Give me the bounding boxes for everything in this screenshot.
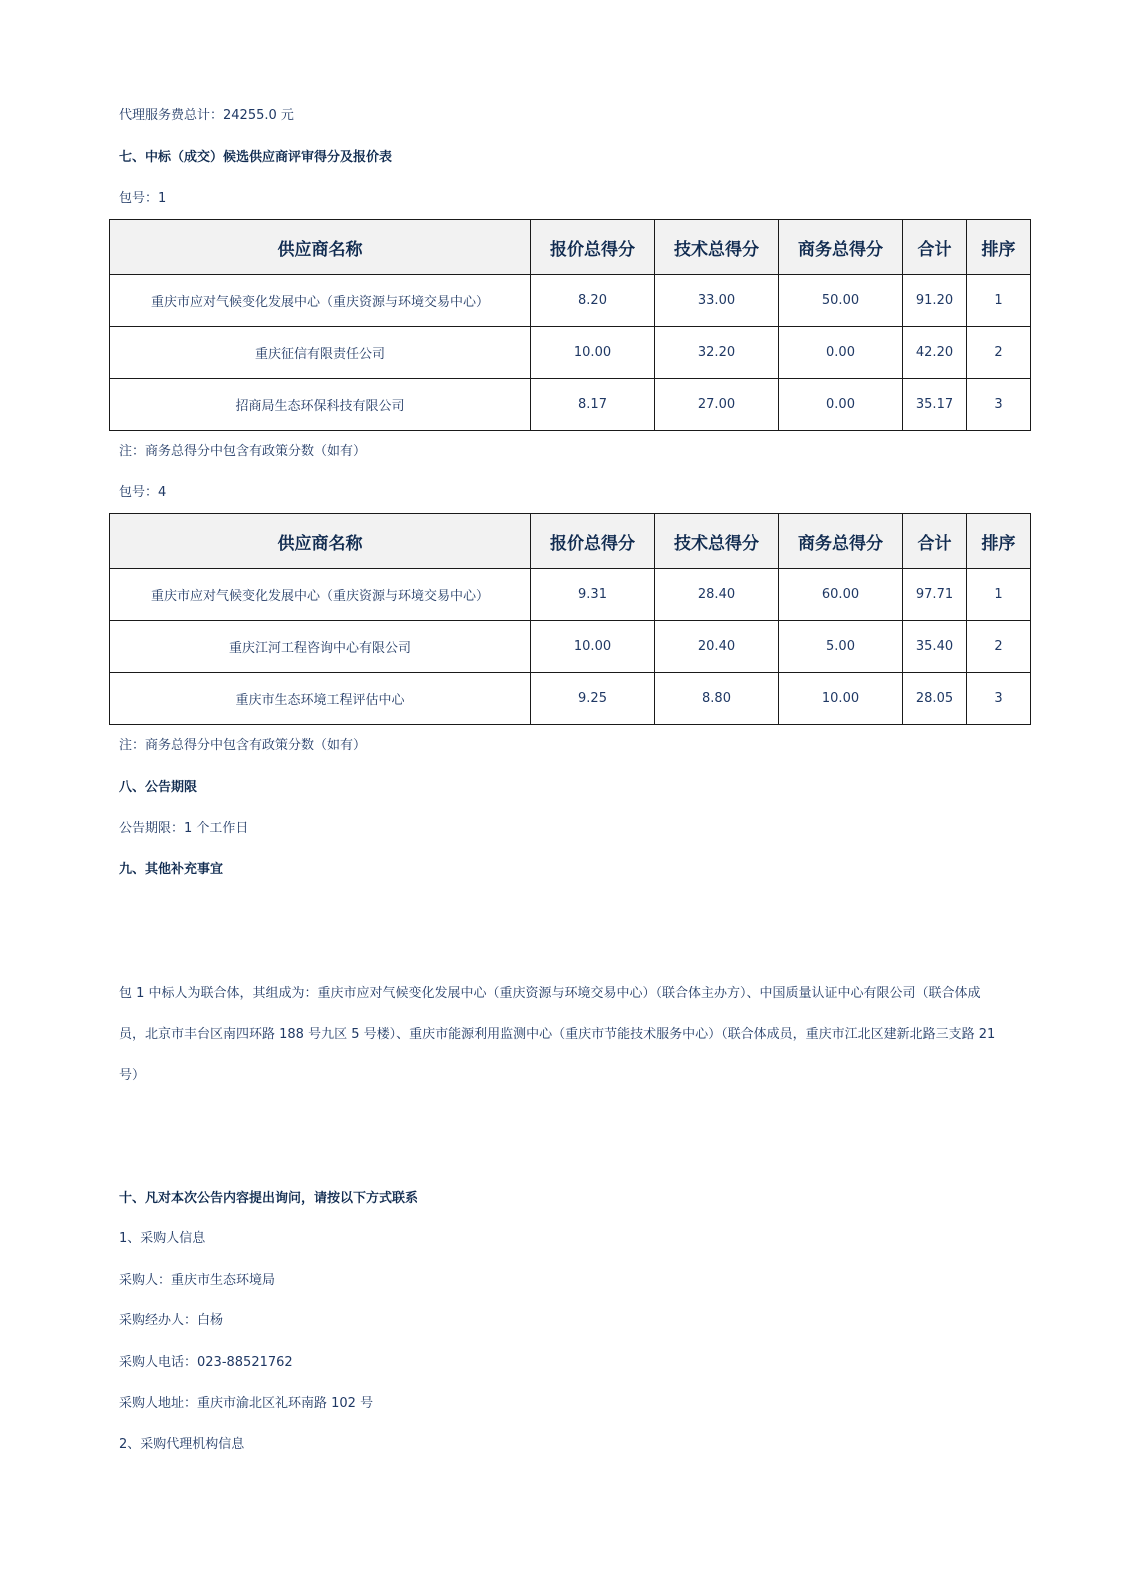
supplier-name-cell: 重庆江河工程咨询中心有限公司 — [110, 621, 531, 673]
section-9-title: 九、其他补充事宜 — [119, 862, 224, 877]
business-score-cell: 50.00 — [779, 275, 903, 327]
header-business-score: 商务总得分 — [779, 220, 903, 275]
section-8-title: 八、公告期限 — [119, 780, 198, 795]
purchaser-name: 采购人：重庆市生态环境局 — [119, 1273, 276, 1288]
table-row — [110, 275, 1031, 327]
total-cell: 35.40 — [903, 621, 967, 673]
supplier-name-cell: 招商局生态环保科技有限公司 — [110, 379, 531, 431]
price-score-cell: 8.20 — [531, 275, 655, 327]
package-1-note: 注：商务总得分中包含有政策分数（如有） — [119, 444, 367, 459]
rank-cell: 2 — [967, 621, 1031, 673]
tech-score-cell: 20.40 — [655, 621, 779, 673]
purchaser-phone: 采购人电话：023-88521762 — [119, 1355, 293, 1370]
supplier-name-cell: 重庆市应对气候变化发展中心（重庆资源与环境交易中心） — [110, 569, 531, 621]
purchaser-info-heading: 1、采购人信息 — [119, 1231, 206, 1246]
table-row — [110, 569, 1031, 621]
rank-cell: 1 — [967, 275, 1031, 327]
tech-score-cell: 28.40 — [655, 569, 779, 621]
table-header-row — [110, 514, 1031, 569]
price-score-cell: 9.31 — [531, 569, 655, 621]
rank-cell: 3 — [967, 379, 1031, 431]
price-score-cell: 10.00 — [531, 327, 655, 379]
purchaser-contact-person: 采购经办人：白杨 — [119, 1313, 224, 1328]
header-price-score: 报价总得分 — [531, 220, 655, 275]
package-4-note: 注：商务总得分中包含有政策分数（如有） — [119, 738, 367, 753]
header-rank: 排序 — [967, 514, 1031, 569]
rank-cell: 1 — [967, 569, 1031, 621]
price-score-cell: 9.25 — [531, 673, 655, 725]
table-row — [110, 673, 1031, 725]
table-row — [110, 379, 1031, 431]
business-score-cell: 10.00 — [779, 673, 903, 725]
price-score-cell: 10.00 — [531, 621, 655, 673]
header-total: 合计 — [903, 514, 967, 569]
package-4-score-table — [109, 513, 1031, 725]
tech-score-cell: 27.00 — [655, 379, 779, 431]
tech-score-cell: 33.00 — [655, 275, 779, 327]
supplier-name-cell: 重庆市生态环境工程评估中心 — [110, 673, 531, 725]
price-score-cell: 8.17 — [531, 379, 655, 431]
package-1-score-table — [109, 219, 1031, 431]
total-cell: 97.71 — [903, 569, 967, 621]
table-header-row — [110, 220, 1031, 275]
tech-score-cell: 8.80 — [655, 673, 779, 725]
purchaser-address: 采购人地址：重庆市渝北区礼环南路 102 号 — [119, 1396, 374, 1411]
header-rank: 排序 — [967, 220, 1031, 275]
supplier-name-cell: 重庆市应对气候变化发展中心（重庆资源与环境交易中心） — [110, 275, 531, 327]
business-score-cell: 0.00 — [779, 379, 903, 431]
agency-fee-total: 代理服务费总计：24255.0 元 — [119, 108, 294, 123]
rank-cell: 3 — [967, 673, 1031, 725]
section-7-title: 七、中标（成交）候选供应商评审得分及报价表 — [119, 150, 393, 165]
header-tech-score: 技术总得分 — [655, 514, 779, 569]
package-4-label: 包号：4 — [119, 485, 167, 500]
total-cell: 91.20 — [903, 275, 967, 327]
tech-score-cell: 32.20 — [655, 327, 779, 379]
business-score-cell: 5.00 — [779, 621, 903, 673]
agency-info-heading: 2、采购代理机构信息 — [119, 1437, 245, 1452]
total-cell: 42.20 — [903, 327, 967, 379]
table-row — [110, 327, 1031, 379]
header-supplier-name: 供应商名称 — [110, 514, 531, 569]
header-business-score: 商务总得分 — [779, 514, 903, 569]
rank-cell: 2 — [967, 327, 1031, 379]
business-score-cell: 0.00 — [779, 327, 903, 379]
header-price-score: 报价总得分 — [531, 514, 655, 569]
consortium-paragraph: 包 1 中标人为联合体，其组成为：重庆市应对气候变化发展中心（重庆资源与环境交易中心）（联合体主办方）、中国质量认证中心有限公司（联合体成员，北京市丰台区南四环路 188 号九区 5 号楼）、重庆市能源利用监测中心（重庆市节能技术服务中心）（联合体成员，重庆市江北区建新北路三支路 21 号） — [119, 986, 996, 1083]
section-10-title: 十、凡对本次公告内容提出询问，请按以下方式联系 — [119, 1191, 419, 1206]
header-total: 合计 — [903, 220, 967, 275]
total-cell: 28.05 — [903, 673, 967, 725]
table-row — [110, 621, 1031, 673]
business-score-cell: 60.00 — [779, 569, 903, 621]
header-tech-score: 技术总得分 — [655, 220, 779, 275]
announcement-period: 公告期限：1 个工作日 — [119, 821, 249, 836]
header-supplier-name: 供应商名称 — [110, 220, 531, 275]
total-cell: 35.17 — [903, 379, 967, 431]
package-1-label: 包号：1 — [119, 191, 167, 206]
supplier-name-cell: 重庆征信有限责任公司 — [110, 327, 531, 379]
